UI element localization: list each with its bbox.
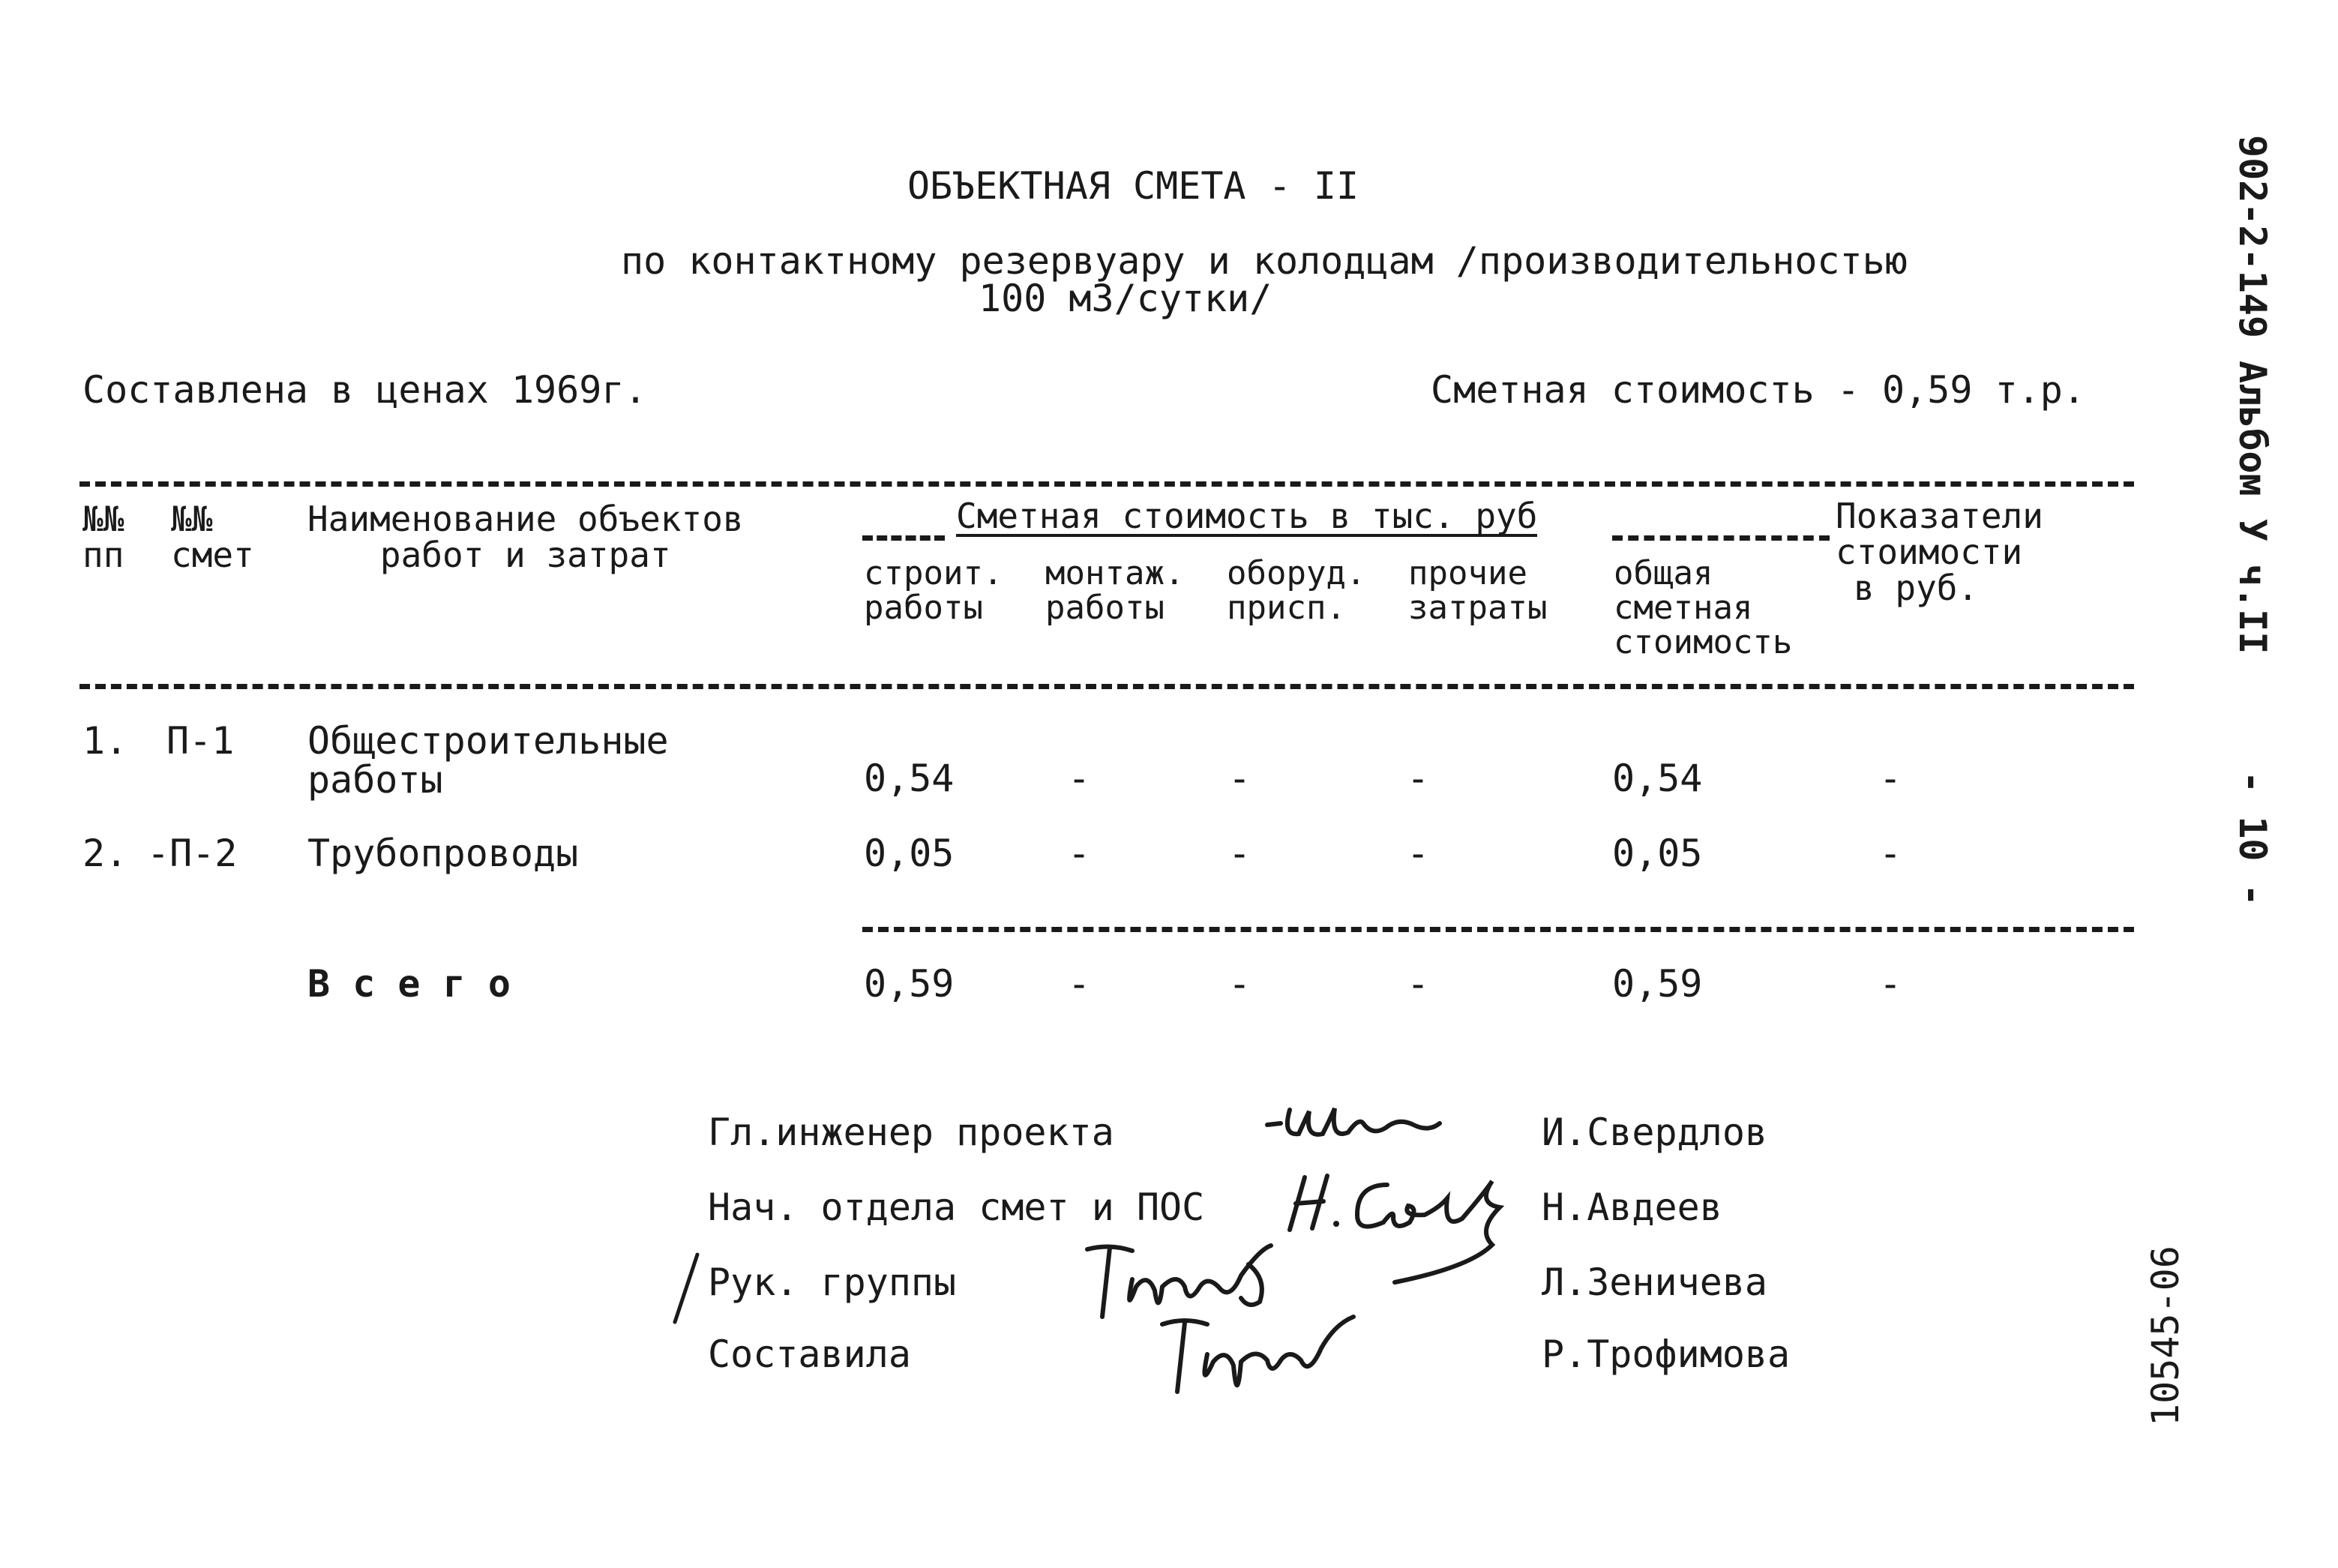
handwritten-signature-department-head: [1282, 1162, 1515, 1290]
row-num: 1.: [82, 719, 128, 763]
row-equipment: -: [1228, 832, 1251, 875]
document-subtitle-units: 100 м3/сутки/: [979, 277, 1272, 320]
row-construction: 0,05: [864, 832, 955, 875]
document-title: ОБЪЕКТНАЯ СМЕТА - II: [907, 164, 1359, 208]
table-top-rule: [79, 481, 2134, 487]
header-estimate: №№ смет: [171, 499, 254, 575]
header-indicator: Показатели стоимости в руб.: [1836, 496, 2043, 608]
document-subtitle: по контактному резервуару и колодцам /производительностью: [621, 239, 1908, 283]
handwritten-signature-chief-engineer: [1260, 1095, 1455, 1155]
group-left-rule: [862, 535, 945, 541]
header-installation: монтаж. работы: [1045, 554, 1185, 627]
estimate-cost: Сметная стоимость - 0,59 т.р.: [1431, 368, 2085, 412]
inventory-number: 10545-06: [2144, 1246, 2187, 1426]
total-indicator: -: [1879, 962, 1902, 1006]
signature-name: Н.Авдеев: [1542, 1186, 1722, 1229]
group-right-rule: [1612, 535, 1830, 541]
album-code: 902-2-149 Альбом У ч.II: [2231, 135, 2274, 655]
row-estimate: П-1: [166, 719, 235, 763]
row-estimate: -П-2: [147, 832, 238, 875]
signature-role: Нач. отдела смет и ПОС: [708, 1186, 1205, 1229]
row-indicator: -: [1879, 757, 1902, 800]
row-other: -: [1407, 832, 1430, 875]
row-equipment: -: [1228, 757, 1251, 800]
total-construction: 0,59: [864, 962, 955, 1006]
row-name: Общестроительные работы: [307, 719, 669, 802]
total-top-rule: [862, 927, 2134, 932]
signature-role: Гл.инженер проекта: [708, 1111, 1114, 1154]
total-other: -: [1407, 962, 1430, 1006]
margin-slash-mark: [667, 1251, 705, 1326]
signature-name: Л.Зеничева: [1542, 1261, 1768, 1304]
total-installation: -: [1068, 962, 1091, 1006]
row-total: 0,54: [1612, 757, 1703, 800]
row-installation: -: [1068, 757, 1091, 800]
total-equipment: -: [1228, 962, 1251, 1006]
page-number: - 10 -: [2231, 771, 2274, 907]
row-indicator: -: [1879, 832, 1902, 875]
handwritten-signature-compiler: [1155, 1302, 1365, 1414]
header-construction: строит. работы: [864, 554, 1003, 627]
header-cost-group: Сметная стоимость в тыс. руб: [956, 496, 1538, 536]
header-bottom-rule: [79, 684, 2134, 689]
header-name: Наименование объектов работ и затрат: [307, 499, 744, 575]
total-label: В с е г о: [307, 962, 511, 1006]
row-num: 2.: [82, 832, 128, 875]
row-installation: -: [1068, 832, 1091, 875]
signature-name: И.Свердлов: [1542, 1111, 1768, 1154]
header-equipment: оборуд. присп.: [1227, 554, 1366, 627]
prices-note: Составлена в ценах 1969г.: [82, 368, 647, 412]
header-num: №№ пп: [82, 499, 124, 575]
header-other: прочие затраты: [1408, 554, 1548, 627]
header-total: общая сметная стоимость: [1614, 554, 1793, 661]
signature-role: Составила: [708, 1333, 911, 1376]
row-construction: 0,54: [864, 757, 955, 800]
row-name: Трубопроводы: [307, 832, 579, 875]
signature-role: Рук. группы: [708, 1261, 957, 1304]
total-total: 0,59: [1612, 962, 1703, 1006]
row-total: 0,05: [1612, 832, 1703, 875]
row-other: -: [1407, 757, 1430, 800]
signature-name: Р.Трофимова: [1542, 1333, 1791, 1376]
